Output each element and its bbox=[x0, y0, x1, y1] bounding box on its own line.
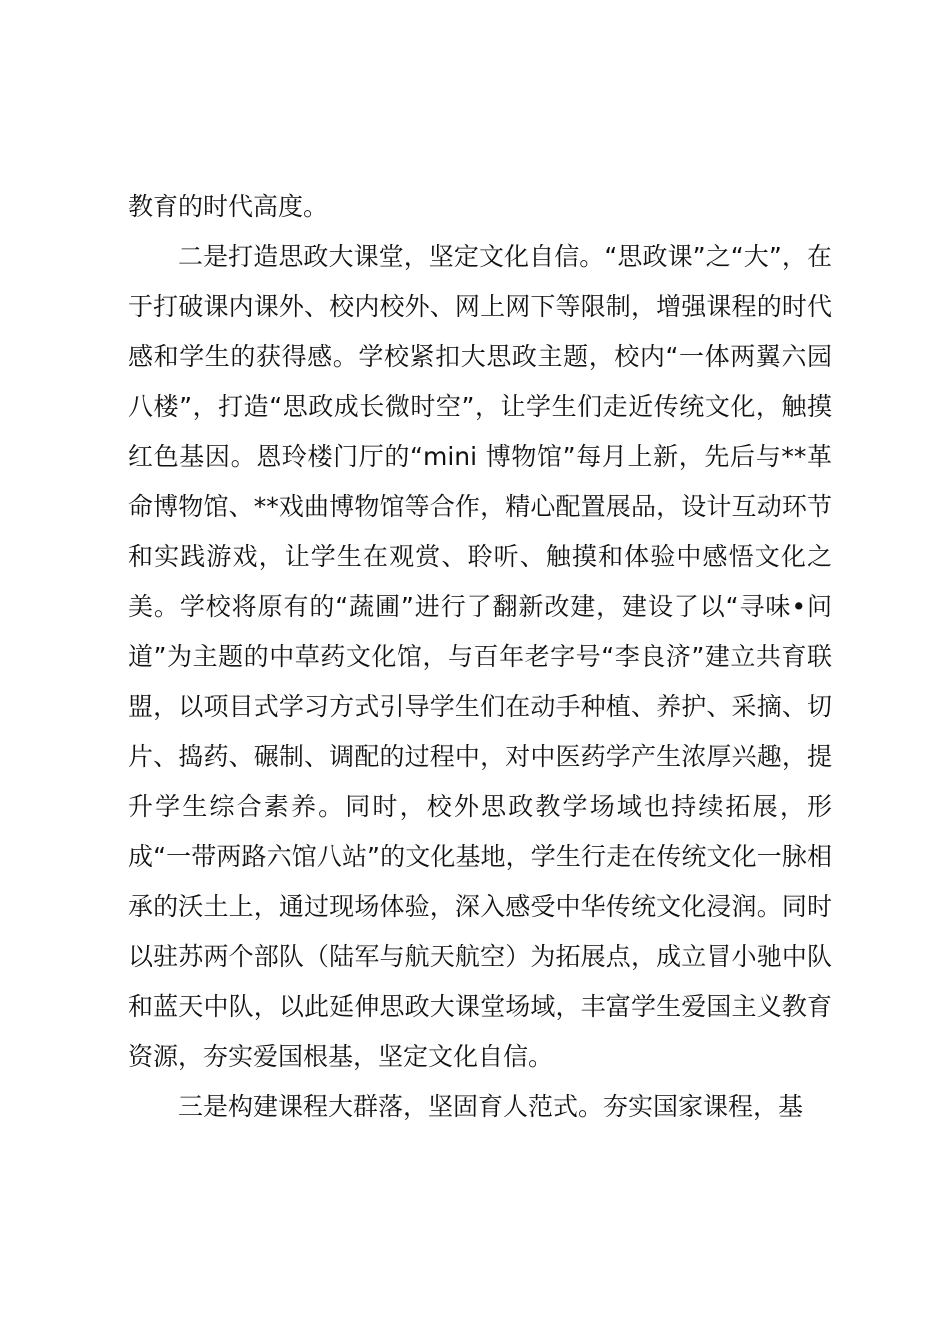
paragraph-sizheng-classroom: 二是打造思政大课堂，坚定文化自信。“思政课”之“大”，在于打破课内课外、校内校外、网上网下等限制，增强课程的时代感和学生的获得感。学校紧扣大思政主题，校内“一体两翼六园八楼”，打造“思政成长微时空”，让学生们走近传统文化，触摸红色基因。恩玲楼门厅的“mini 博物馆”每月上新，先后与**革命博物馆、**戏曲博物馆等合作，精心配置展品，设计互动环节和实践游戏，让学生在观赏、聆听、触摸和体验中感悟文化之美。学校将原有的“蔬圃”进行了翻新改建，建设了以“寻味•问道”为主题的中草药文化馆，与百年老字号“李良济”建立共育联盟，以项目式学习方式引导学生们在动手种植、养护、采摘、切片、捣药、碾制、调配的过程中，对中医药学产生浓厚兴趣，提升学生综合素养。同时，校外思政教学场域也持续拓展，形成“一带两路六馆八站”的文化基地，学生行走在传统文化一脉相承的沃土上，通过现场体验，深入感受中华传统文化浸润。同时以驻苏两个部队（陆军与航天航空）为拓展点，成立冒小驰中队和蓝天中队，以此延伸思政大课堂场域，丰富学生爱国主义教育资源，夯实爱国根基，坚定文化自信。 bbox=[128, 242, 832, 1071]
paragraph-curriculum-cluster: 三是构建课程大群落，坚固育人范式。夯实国家课程，基 bbox=[178, 1092, 804, 1121]
body-text bbox=[128, 182, 832, 1132]
paragraph-continuation: 教育的时代高度。 bbox=[128, 192, 329, 221]
